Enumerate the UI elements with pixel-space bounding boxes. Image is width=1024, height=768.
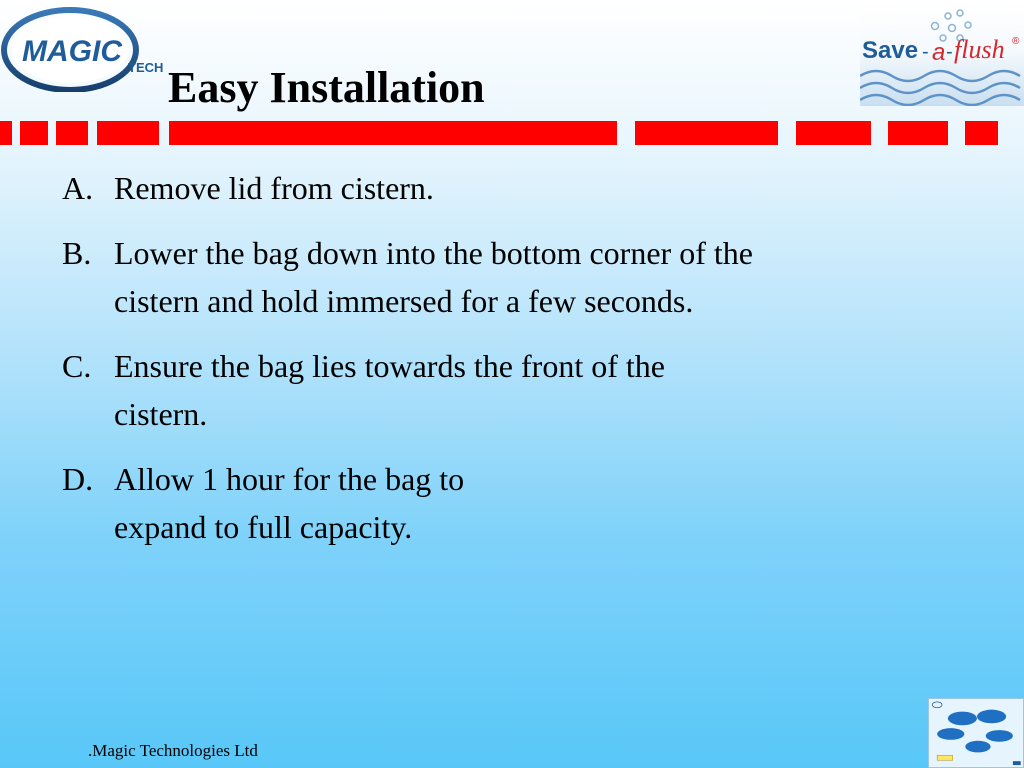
bar-segment [635,121,778,145]
step-letter: C. [62,348,92,384]
logo-magic-text: MAGIC [22,35,122,68]
logo-flush-text: flush [954,35,1005,64]
registered-mark: ® [1012,36,1020,47]
magic-tech-logo [0,6,170,92]
navigation-thumbnail[interactable] [928,698,1024,768]
step-text: Remove lid from cistern. [114,170,434,206]
bar-segment [169,121,617,145]
logo-a-text: a [932,39,946,66]
step-letter: D. [62,461,94,497]
logo-tech-text: TECH [128,60,164,75]
bar-segment [796,121,871,145]
step-letter: A. [62,170,94,206]
bar-segment [97,121,159,145]
svg-text:-: - [946,41,953,63]
page-title: Easy Installation [168,63,485,112]
step-letter: B. [62,235,92,271]
installation-steps [62,164,782,568]
step-a [62,164,782,212]
bar-segment [965,121,998,145]
svg-text:-: - [922,41,929,63]
red-divider-bar [0,121,1024,145]
footer-company: .Magic Technologies Ltd [88,741,258,760]
bar-segment [888,121,948,145]
step-c [62,342,782,438]
step-text: Allow 1 hour for the bag to expand to full capacity. [114,461,465,545]
step-text: Ensure the bag lies towards the front of the cistern. [114,348,665,432]
bar-segment [20,121,48,145]
bar-segment [0,121,12,145]
save-a-flush-logo [860,8,1024,106]
step-text: Lower the bag down into the bottom corner of the cistern and hold immersed for a few seconds. [114,235,753,319]
step-d [62,455,782,551]
step-b [62,229,782,325]
logo-save-text: Save [862,37,919,64]
bar-segment [56,121,88,145]
